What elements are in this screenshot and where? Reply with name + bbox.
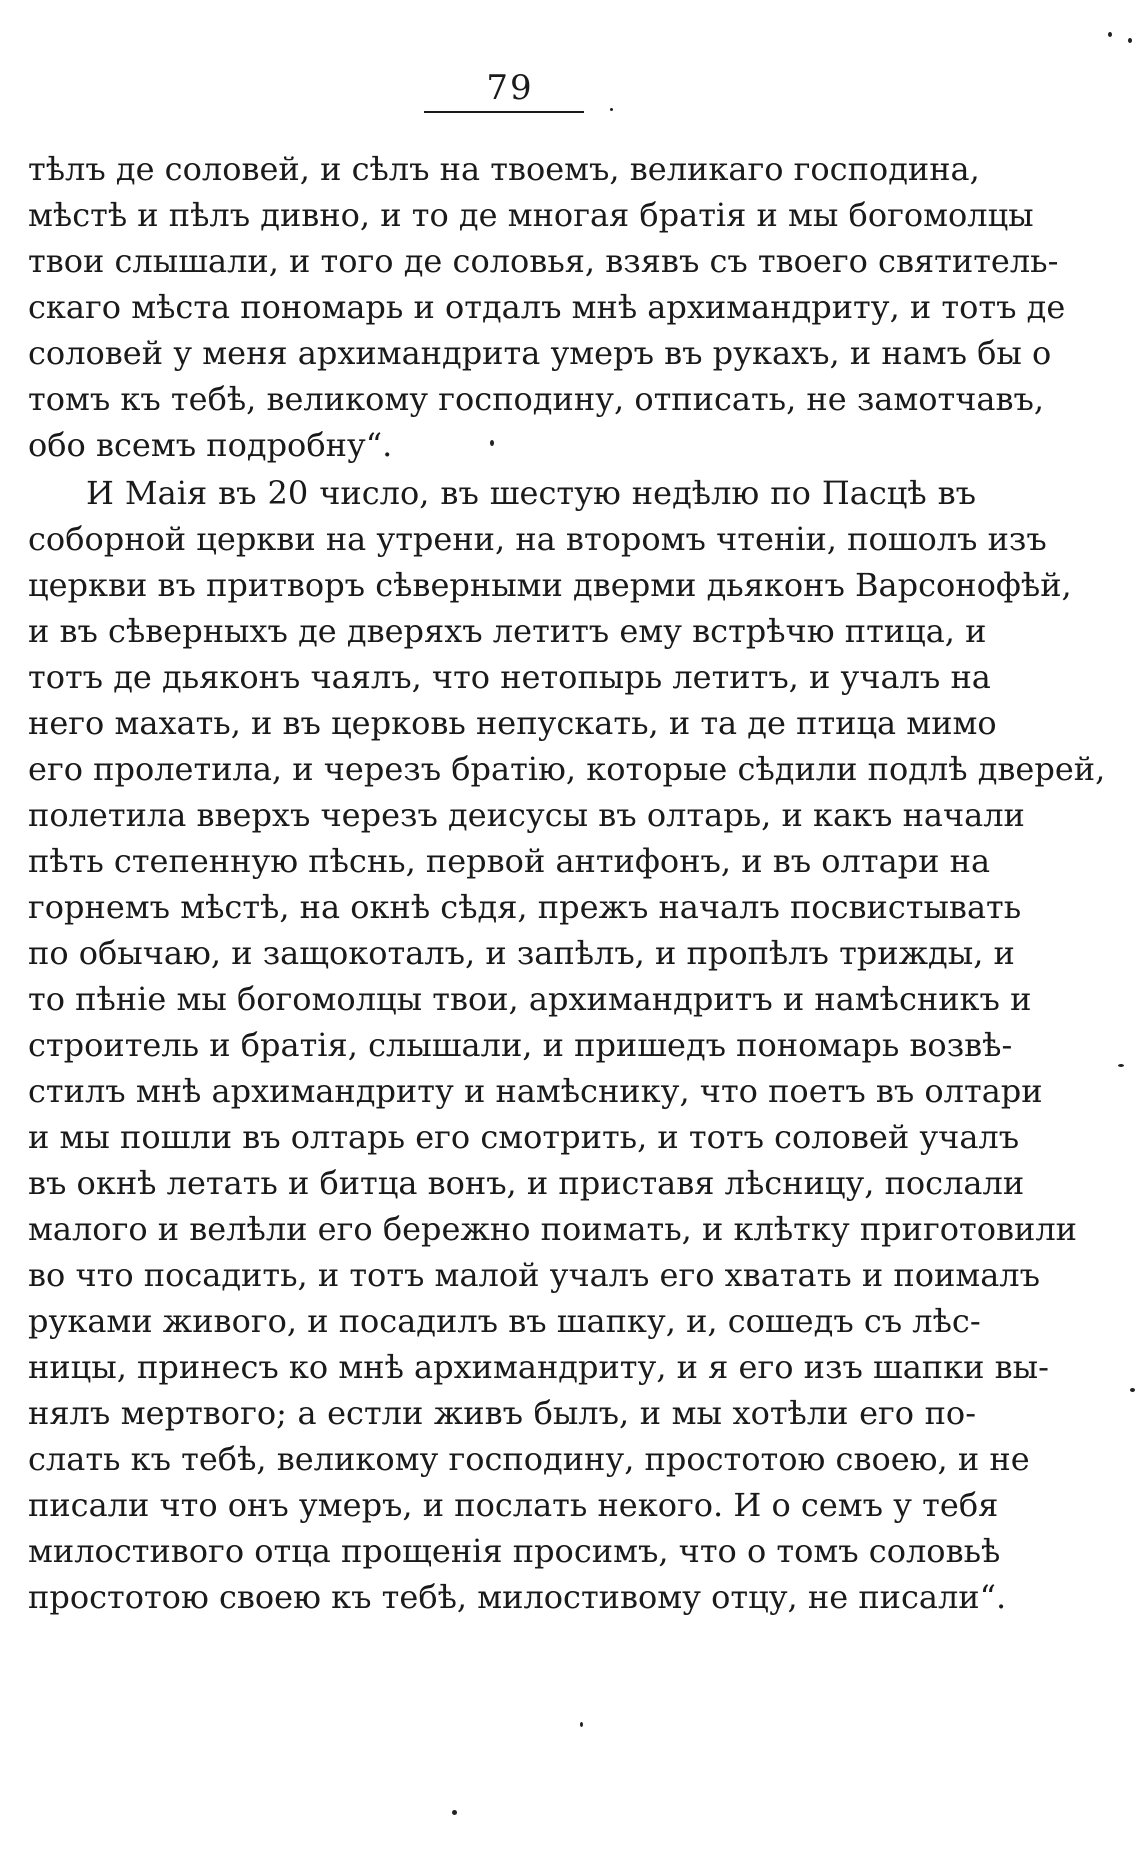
text-line: твои слышали, и того де соловья, взявъ съ твоего святитель- [28,242,1059,280]
text-line: руками живого, и посадилъ въ шапку, и, сошедъ съ лѣс- [28,1302,981,1340]
text-line: въ окнѣ летать и битца вонъ, и приставя лѣсницу, послали [28,1164,1025,1202]
page-number: 79 [486,68,534,108]
body-text [28,146,1106,1620]
text-line: мѣстѣ и пѣлъ дивно, и то де многая братія и мы богомолцы [28,196,1034,234]
text-line: томъ къ тебѣ, великому господину, отписать, не замотчавъ, [28,380,1045,418]
scan-speck [1130,1388,1135,1392]
paragraph-2 [28,470,1106,1620]
text-line: писали что онъ умеръ, и послать некого. И о семъ у тебя [28,1486,999,1524]
text-line: соловей у меня архимандрита умеръ въ рукахъ, и намъ бы о [28,334,1052,372]
text-line: соборной церкви на утрени, на второмъ чтеніи, пошолъ изъ [28,520,1047,558]
text-line: тѣлъ де соловей, и сѣлъ на твоемъ, великаго господина, [28,150,980,188]
text-line: строитель и братія, слышали, и пришедъ пономарь возвѣ- [28,1026,1013,1064]
text-line: него махать, и въ церковь непускать, и та де птица мимо [28,704,997,742]
text-line: И Маія въ 20 число, въ шестую недѣлю по Пасцѣ въ [86,474,976,512]
text-line: малого и велѣли его бережно поимать, и клѣтку приготовили [28,1210,1077,1248]
page-number-rule [424,111,584,113]
text-line: то пѣніе мы богомолцы твои, архимандритъ и намѣсникъ и [28,980,1032,1018]
text-line: полетила вверхъ черезъ деисусы въ олтарь, и какъ начали [28,796,1025,834]
scan-speck [610,108,613,111]
scan-speck [580,1722,583,1727]
scan-speck [1108,32,1112,37]
text-line: во что посадить, и тотъ малой учалъ его хватать и поималъ [28,1256,1040,1294]
text-line: слать къ тебѣ, великому господину, простотою своею, и не [28,1440,1030,1478]
text-line: и мы пошли въ олтарь его смотрить, и тотъ соловей учалъ [28,1118,1020,1156]
scan-speck [1118,1064,1124,1067]
scan-speck [490,440,494,446]
scan-speck [1128,38,1132,43]
text-line: скаго мѣста пономарь и отдалъ мнѣ архимандриту, и тотъ де [28,288,1066,326]
text-line: церкви въ притворъ сѣверными дверми дьяконъ Варсонофѣй, [28,566,1072,604]
text-line: и въ сѣверныхъ де дверяхъ летитъ ему встрѣчю птица, и [28,612,987,650]
text-line: его пролетила, и черезъ братію, которые сѣдили подлѣ дверей, [28,750,1106,788]
paragraph-1 [28,146,1066,468]
text-line: обо всемъ подробну“. [28,426,393,464]
text-line: милостивого отца прощенія просимъ, что о томъ соловьѣ [28,1532,1001,1570]
text-line: стилъ мнѣ архимандриту и намѣснику, что поетъ въ олтари [28,1072,1043,1110]
text-line: горнемъ мѣстѣ, на окнѣ сѣдя, прежъ началъ посвистывать [28,888,1022,926]
text-line: по обычаю, и защокоталъ, и запѣлъ, и пропѣлъ трижды, и [28,934,1015,972]
text-line: ницы, принесъ ко мнѣ архимандриту, и я его изъ шапки вы- [28,1348,1049,1386]
text-line: простотою своею къ тебѣ, милостивому отцу, не писали“. [28,1578,1007,1616]
text-line: нялъ мертвого; а естли живъ былъ, и мы хотѣли его по- [28,1394,976,1432]
text-line: пѣть степенную пѣснь, первой антифонъ, и въ олтари на [28,842,991,880]
scan-speck [452,1810,457,1815]
text-line: тотъ де дьяконъ чаялъ, что нетопырь летитъ, и учалъ на [28,658,991,696]
